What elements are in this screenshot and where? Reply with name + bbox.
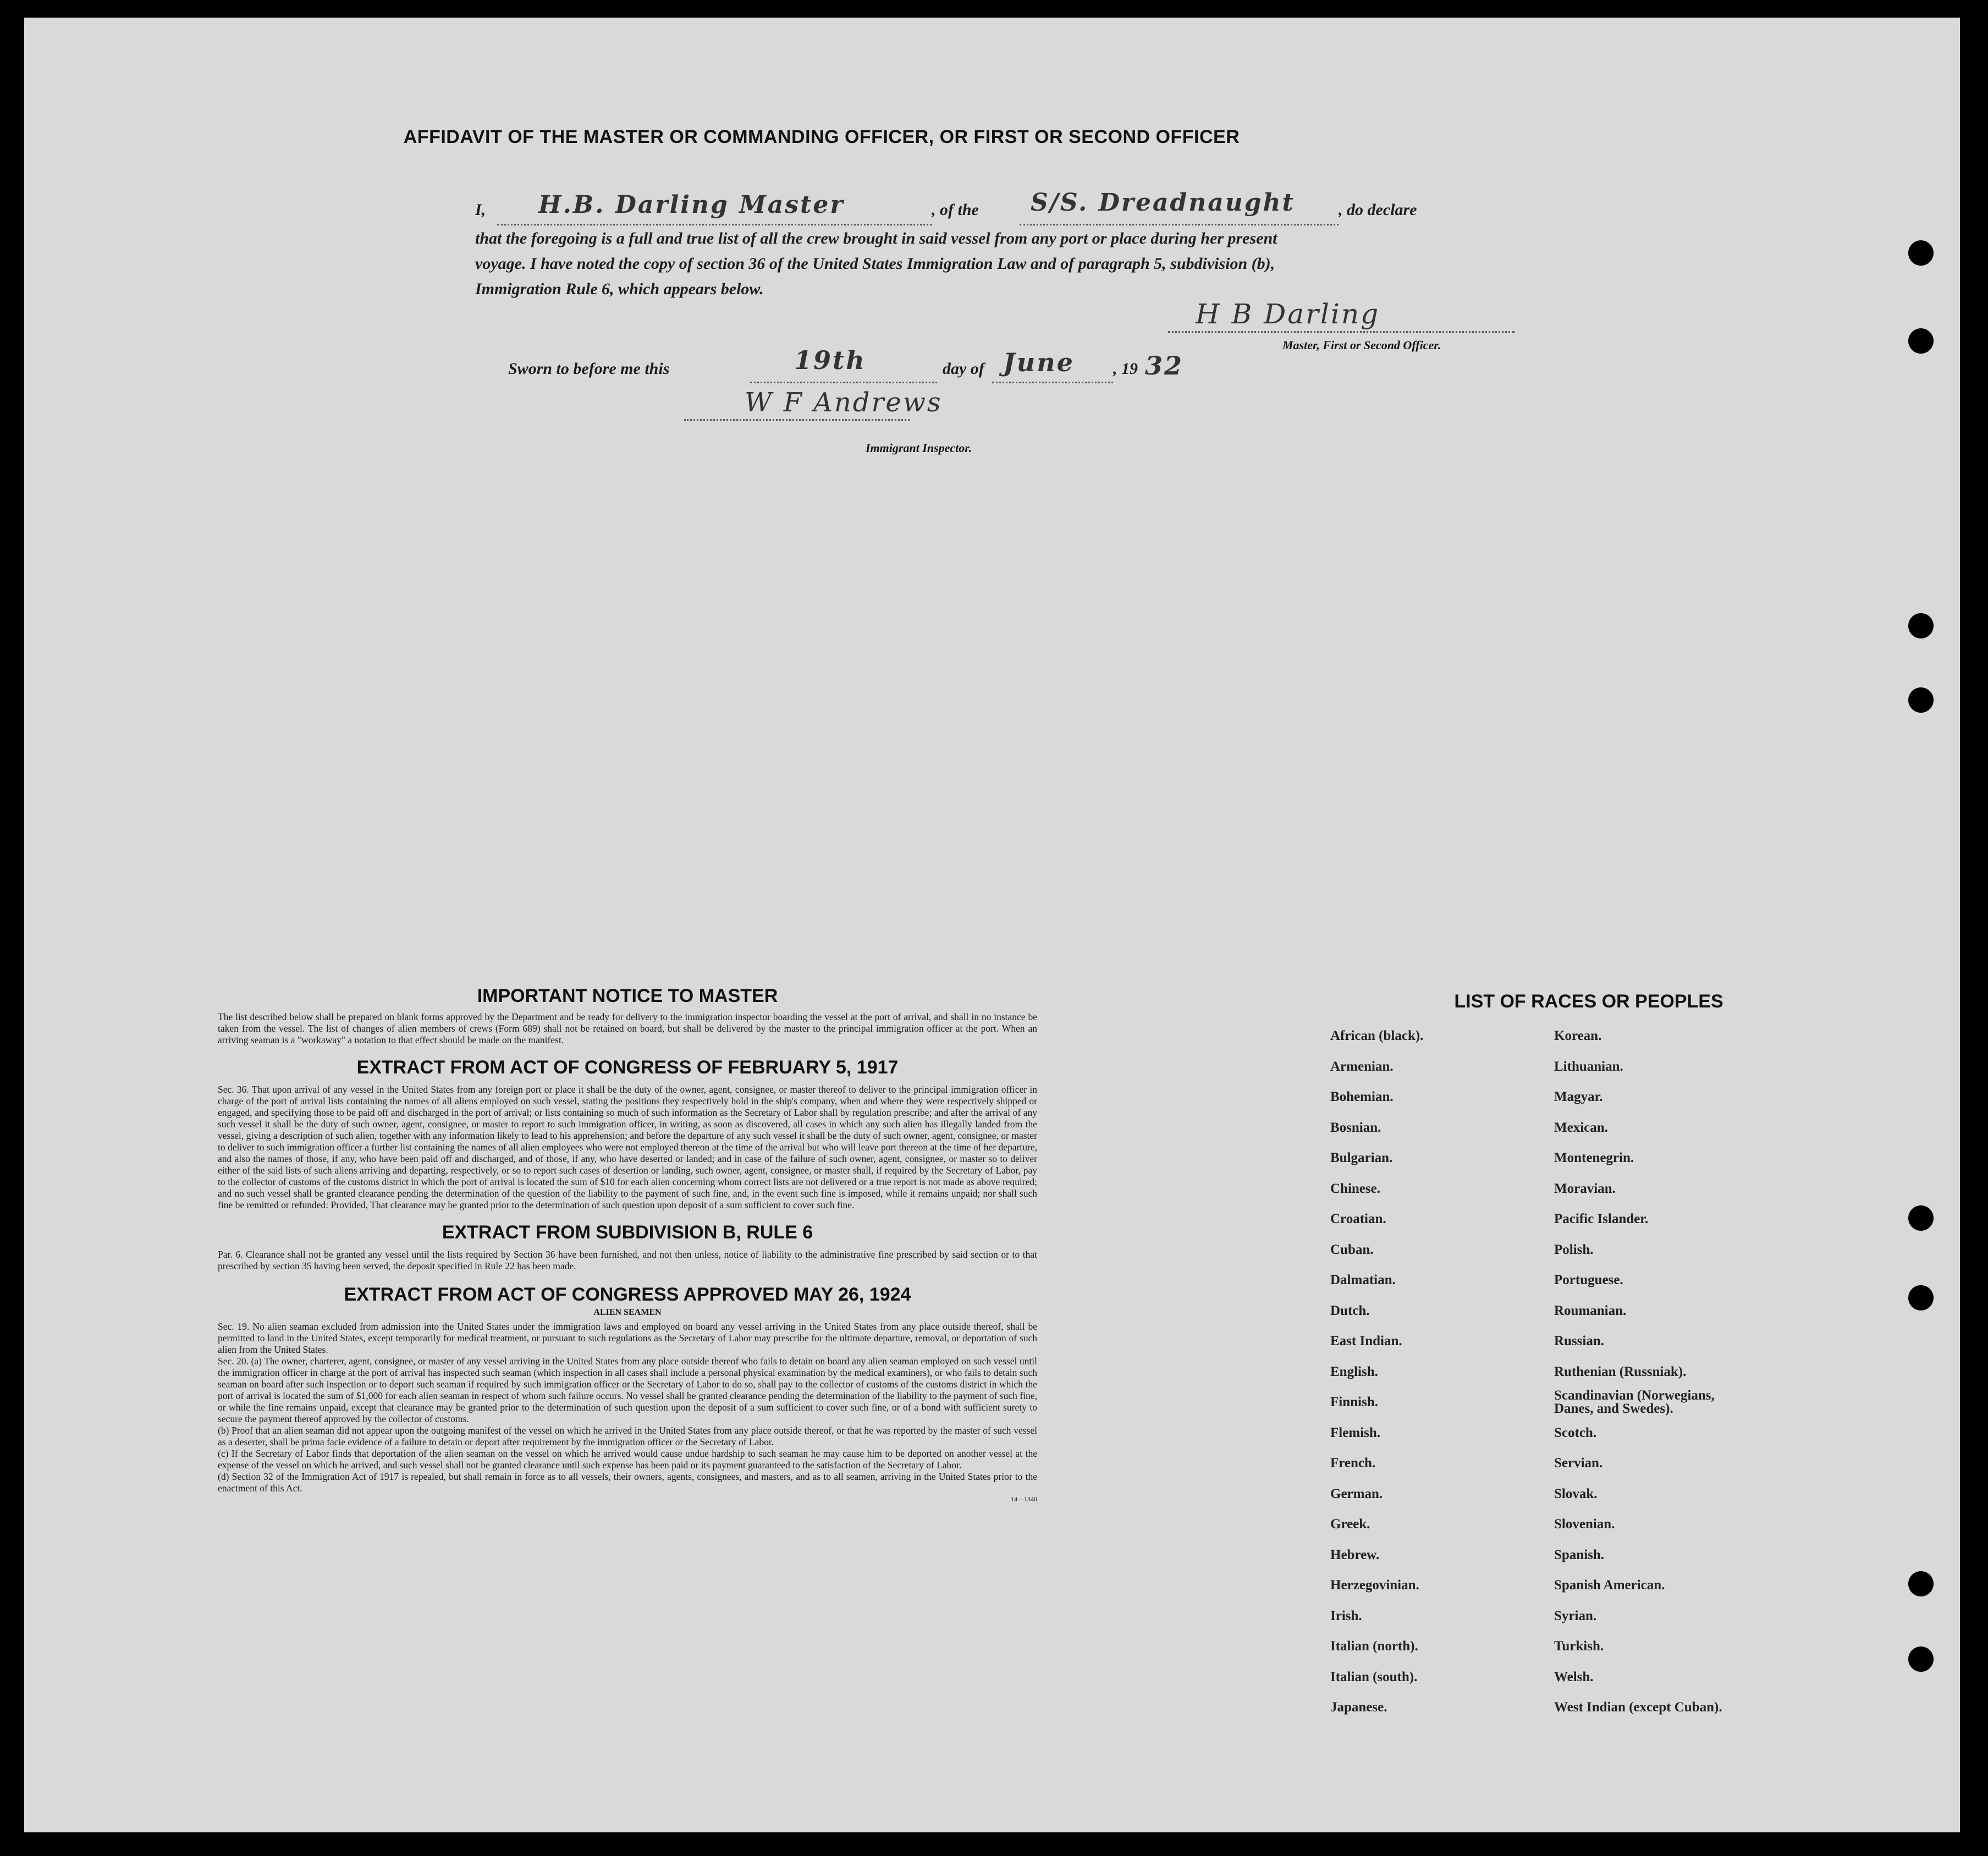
- affidavit-text-line-4: Immigration Rule 6, which appears below.: [475, 280, 764, 298]
- race-entry: African (black).: [1330, 1028, 1424, 1043]
- extract-rule6-title: EXTRACT FROM SUBDIVISION B, RULE 6: [442, 1222, 813, 1243]
- extract-1924-title: EXTRACT FROM ACT OF CONGRESS APPROVED MAY 26, 1924: [344, 1284, 911, 1305]
- race-entry: Portuguese.: [1554, 1273, 1623, 1287]
- notice-text: The list described below shall be prepared on blank forms approved by the Department and be ready for delivery to the immigration inspector boarding the vessel at the port of arrival, and shall in no instance be taken from the vessel. The list of changes of alien members of crews (Form 689) shall not be retained on board, but shall be delivered by the master to the principal immigration officer at the port. When an arriving seaman is a "workaway" a notation to that effect should be made on the manifest.: [218, 1011, 1037, 1045]
- master-name-handwritten: H.B. Darling Master: [538, 191, 845, 219]
- extract-rule6-text: Par. 6. Clearance shall not be granted any vessel until the lists required by Section 36 have been furnished, and not then unless, notice of liability to the administrative fine prescribed by said section or to that prescribed by section 35 having been served, the deposit specified in Rule 22 has been made.: [218, 1249, 1037, 1271]
- race-entry: French.: [1330, 1456, 1376, 1471]
- race-entry: Spanish.: [1554, 1547, 1605, 1562]
- races-title: LIST OF RACES OR PEOPLES: [1454, 991, 1723, 1012]
- race-entry: West Indian (except Cuban).: [1554, 1700, 1722, 1715]
- race-entry: Scandinavian (Norwegians, Danes, and Swedes).: [1554, 1388, 1715, 1416]
- extract-1924-paragraph: (d) Section 32 of the Immigration Act of 1917 is repealed, but shall remain in force as to all vessels, their owners, agents, consignees, and masters, and as to all seamen, arriving in the United States prior to the enactment of this Act.: [218, 1471, 1037, 1494]
- inspector-rule: [684, 419, 910, 421]
- race-entry: Armenian.: [1330, 1059, 1394, 1074]
- punch-hole: [1908, 1205, 1934, 1231]
- extract-1924-paragraph: (b) Proof that an alien seaman did not appear upon the outgoing manifest of the vessel on which he arrived in the United States from any place outside thereof, or that he was reported by the master of such vessel as a deserter, shall be prima facie evidence of a failure to detain or deport after requirement by the immigration officer or the Secretary of Labor.: [218, 1425, 1037, 1447]
- extract-1924-paragraph: Sec. 20. (a) The owner, charterer, agent, consignee, or master of any vessel arriving in the United States from any place outside thereof who fails to detain on board any alien seaman employed on such vessel until the immigration officer in charge at the port of arrival has inspected such seaman (which inspection in all cases shall include a personal physical examination by the medical examiners), or who fails to detain such seaman on board after such inspection or to deport such seaman if required by such immigration officer or the Secretary of Labor to do so, shall pay to the collector of customs of the customs district in which the port of arrival is located the sum of $1,000 for each alien seaman in respect of whom such failure occurs. No vessel shall be granted clearance pending the determination of the liability to the payment of such fine, or while the fine remains unpaid, except that clearance may be granted prior to the determination of such question upon the deposit of a sum sufficient to cover such fine, or of a bond with sufficient surety to secure the payment thereof approved by the collector of customs.: [218, 1356, 1037, 1424]
- form-number: 14—1340: [1011, 1495, 1037, 1503]
- year-prefix: , 19: [1113, 360, 1138, 378]
- extract-1924-subtitle: ALIEN SEAMEN: [593, 1308, 662, 1317]
- race-entry: Turkish.: [1554, 1639, 1604, 1654]
- day-rule: [750, 382, 937, 383]
- race-entry: Russian.: [1554, 1334, 1605, 1348]
- race-entry: Spanish American.: [1554, 1578, 1665, 1593]
- race-entry: Italian (south).: [1330, 1669, 1418, 1684]
- punch-hole: [1908, 328, 1934, 354]
- notice-title: IMPORTANT NOTICE TO MASTER: [477, 985, 778, 1006]
- year-handwritten: 32: [1145, 351, 1184, 381]
- race-entry: East Indian.: [1330, 1334, 1402, 1348]
- race-entry: Welsh.: [1554, 1669, 1594, 1684]
- month-rule: [992, 382, 1113, 383]
- extract-1924-paragraph: Sec. 19. No alien seaman excluded from admission into the United States under the immigration laws and employed on board any vessel arriving in the United States from any place outside thereof, shall be permitted to land in the United States, except temporarily for medical treatment, or pursuant to such regulations as the Secretary of Labor may prescribe for the ultimate departure, removal, or deportation of such alien from the United States.: [218, 1321, 1037, 1355]
- vessel-name-rule: [1020, 224, 1339, 225]
- inspector-signature-handwritten: W F Andrews: [745, 387, 943, 418]
- race-entry: Roumanian.: [1554, 1303, 1627, 1318]
- affidavit-declaration-line: [475, 189, 1449, 229]
- race-entry: Servian.: [1554, 1456, 1603, 1471]
- race-entry: Dutch.: [1330, 1303, 1370, 1318]
- legal-extracts-column: [218, 985, 1037, 1503]
- race-entry: Croatian.: [1330, 1211, 1386, 1226]
- punch-hole: [1908, 1571, 1934, 1596]
- race-entry: Moravian.: [1554, 1181, 1616, 1196]
- punch-hole: [1908, 240, 1934, 266]
- signature-caption: Master, First or Second Officer.: [1282, 338, 1441, 352]
- race-entry: Korean.: [1554, 1028, 1602, 1043]
- race-entry: Lithuanian.: [1554, 1059, 1623, 1074]
- race-entry: Irish.: [1330, 1608, 1362, 1623]
- race-entry: Italian (north).: [1330, 1639, 1418, 1654]
- race-entry: Chinese.: [1330, 1181, 1380, 1196]
- punch-hole: [1908, 613, 1934, 638]
- race-entry: Dalmatian.: [1330, 1273, 1396, 1287]
- sworn-line: [508, 345, 1333, 386]
- punch-hole: [1908, 1285, 1934, 1310]
- document-page: [24, 18, 1960, 1832]
- race-entry: Pacific Islander.: [1554, 1211, 1649, 1226]
- day-of-label: day of: [943, 360, 984, 378]
- do-declare-label: , do declare: [1339, 201, 1417, 219]
- race-entry: Finnish.: [1330, 1395, 1378, 1409]
- race-entry: Mexican.: [1554, 1120, 1608, 1135]
- affidavit-title: AFFIDAVIT OF THE MASTER OR COMMANDING OFFICER, OR FIRST OR SECOND OFFICER: [403, 126, 1240, 147]
- race-entry: Herzegovinian.: [1330, 1578, 1419, 1593]
- affidavit-text-line-3: voyage. I have noted the copy of section 36 of the United States Immigration Law and of paragraph 5, subdivision (b),: [475, 255, 1275, 273]
- race-entry: Ruthenian (Russniak).: [1554, 1364, 1687, 1379]
- signature-rule: [1168, 331, 1515, 333]
- master-signature-handwritten: H B Darling: [1196, 298, 1380, 330]
- extract-1917-text: Sec. 36. That upon arrival of any vessel in the United States from any foreign port or place it shall be the duty of the owner, agent, consignee, or master thereof to deliver to the principal immigration officer in charge of the port of arrival lists containing the names of all aliens employed on such vessel, stating the positions they respectively hold in the ship's company, when and where they were respectively shipped or engaged, and specifying those to be paid off and discharged in the port of arrival; or lists containing so much of such information as the Secretary of Labor shall by regulation prescribe; and after the arrival of any such vessel it shall be the duty of such owner, agent, consignee, or master to report to such immigration officer, in writing, as soon as discovered, all cases in which any such alien has illegally landed from the vessel, giving a description of such alien, together with any information likely to lead to his apprehension; and before the departure of any such vessel it shall be the duty of such owner, agent, consignee, or master to deliver to such immigration officer a further list containing the names of all alien employees who were not employed thereon at the time of the arrival but who will leave port thereon at the time of her departure, and also the names of those, if any, who have been paid off and discharged, and of those, if any, who have deserted or landed; and in case of the failure of such owner, agent, consignee, or master so to deliver either of the said lists of such aliens arriving and departing, respectively, or so to report such cases of desertion or landing, such owner, agent, consignee, or master shall, if required by the Secretary of Labor, pay to the collector of customs of the customs district in which the port of arrival is located the sum of $10 for each alien concerning whom correct lists are not delivered or a true report is not made as above required; and no such vessel shall be granted clearance pending the determination of the question of the liability to the payment of such fine, and, in the event such fine is imposed, while it remains unpaid; nor shall such fine be remitted or refunded: Provided, That clearance may be granted prior to the determination of such question upon deposit of a sum sufficient to cover such fine.: [218, 1084, 1037, 1210]
- race-entry: Bosnian.: [1330, 1120, 1381, 1135]
- day-handwritten: 19th: [794, 345, 866, 375]
- master-name-rule: [497, 224, 932, 225]
- race-entry: Montenegrin.: [1554, 1150, 1634, 1165]
- race-entry: Syrian.: [1554, 1608, 1597, 1623]
- inspector-caption: Immigrant Inspector.: [866, 441, 972, 455]
- race-entry: Polish.: [1554, 1242, 1594, 1257]
- race-entry: Scotch.: [1554, 1425, 1597, 1440]
- race-entry: Flemish.: [1330, 1425, 1380, 1440]
- race-entry: English.: [1330, 1364, 1378, 1379]
- of-the-label: , of the: [932, 201, 979, 219]
- race-entry: Japanese.: [1330, 1700, 1387, 1715]
- race-entry: Greek.: [1330, 1517, 1370, 1532]
- race-entry: Slovak.: [1554, 1486, 1598, 1501]
- extract-1924-paragraph: (c) If the Secretary of Labor finds that deportation of the alien seaman on the vessel on which he arrived would cause undue hardship to such seaman he may cause him to be deported on another vessel at the expense of the vessel on which he arrived, and such vessel shall not be granted clearance until such expense has been paid or its payment guaranteed to the satisfaction of the Secretary of Labor.: [218, 1448, 1037, 1471]
- race-entry: Hebrew.: [1330, 1547, 1380, 1562]
- i-label: I,: [475, 201, 486, 219]
- race-entry: Slovenian.: [1554, 1517, 1615, 1532]
- race-entry: Bulgarian.: [1330, 1150, 1393, 1165]
- vessel-name-handwritten: S/S. Dreadnaught: [1031, 189, 1295, 217]
- affidavit-text-line-2: that the foregoing is a full and true list of all the crew brought in said vessel from any port or place during her present: [475, 229, 1277, 247]
- race-entry: Magyar.: [1554, 1089, 1603, 1104]
- extract-1917-title: EXTRACT FROM ACT OF CONGRESS OF FEBRUARY 5, 1917: [356, 1057, 899, 1078]
- month-handwritten: June: [1003, 348, 1075, 377]
- race-entry: German.: [1330, 1486, 1383, 1501]
- sworn-label: Sworn to before me this: [508, 360, 670, 378]
- punch-hole: [1908, 1646, 1934, 1672]
- punch-hole: [1908, 687, 1934, 713]
- race-entry: Cuban.: [1330, 1242, 1374, 1257]
- race-entry: Bohemian.: [1330, 1089, 1394, 1104]
